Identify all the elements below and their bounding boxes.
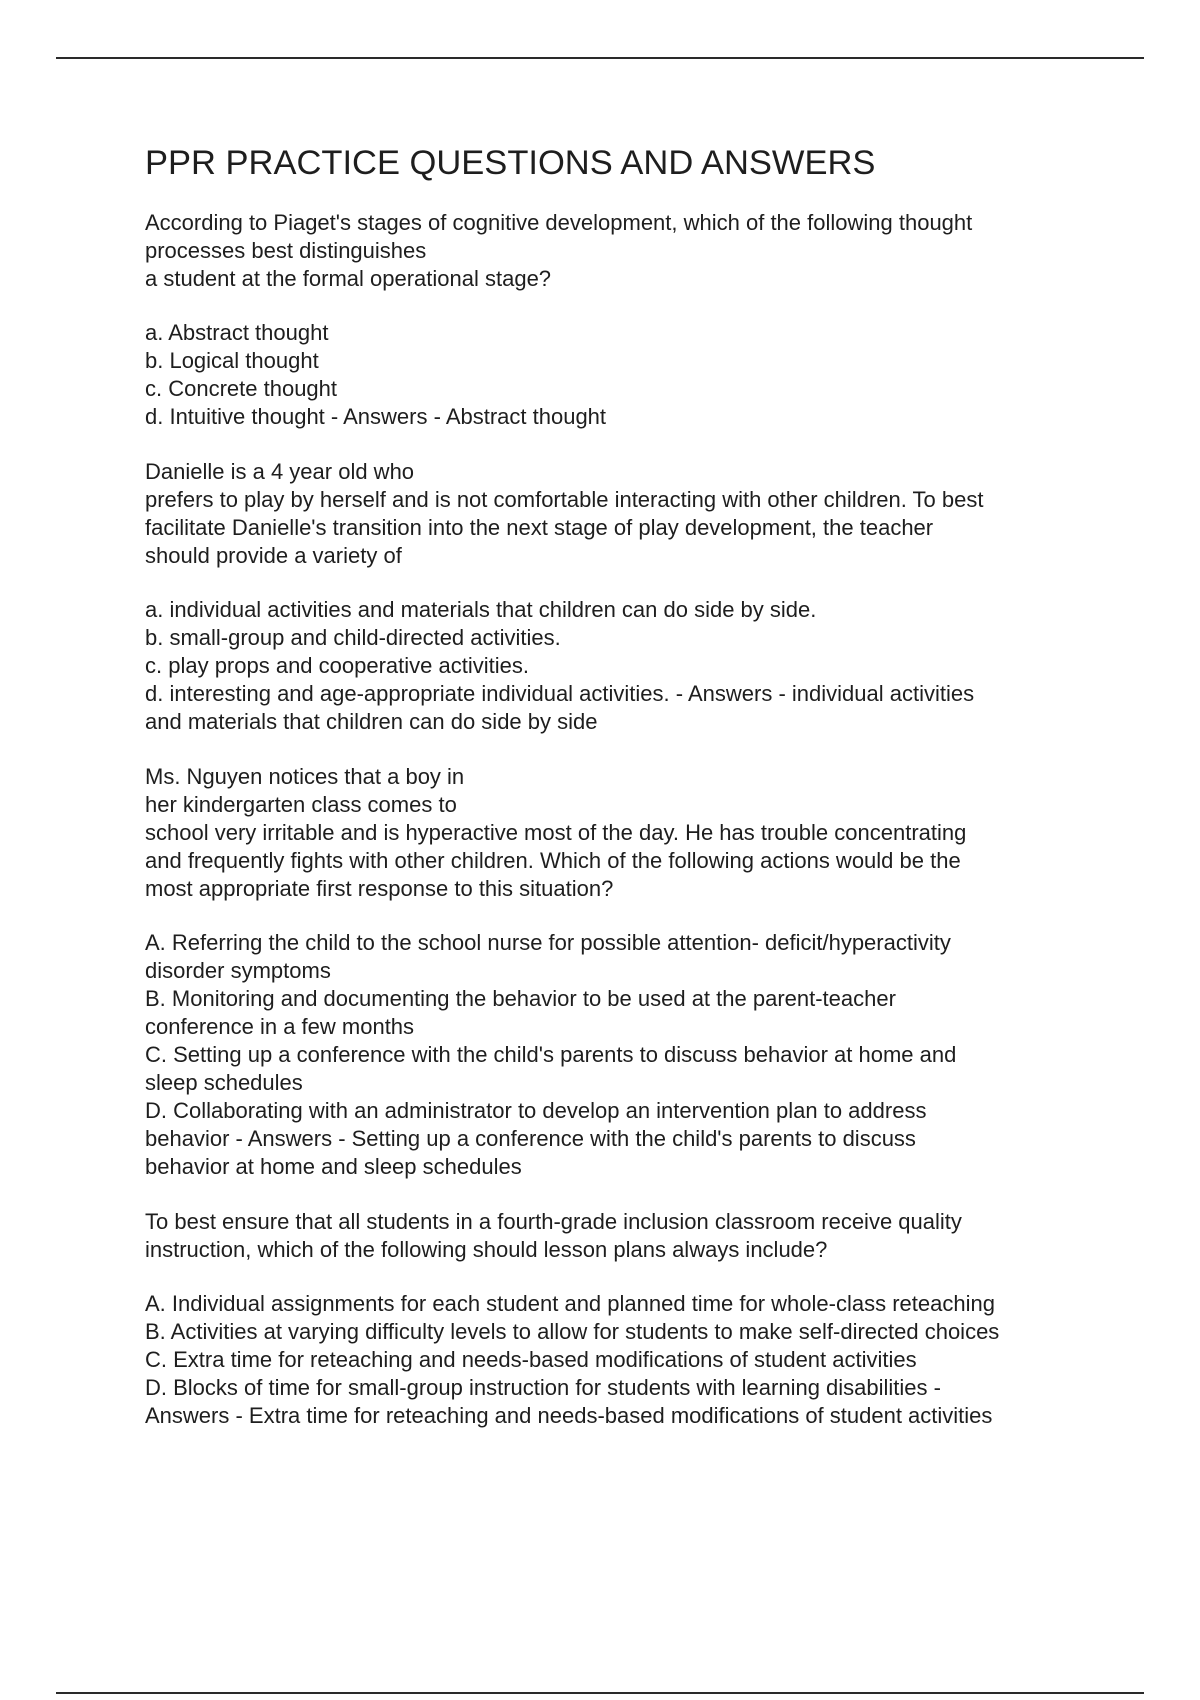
option-line: C. Extra time for reteaching and needs-based modifications of student activities [145,1347,917,1372]
page-title: PPR PRACTICE QUESTIONS AND ANSWERS [145,144,876,182]
option-line: d. interesting and age-appropriate individual activities. - Answers - individual activities [145,681,975,706]
question-3 [145,763,1095,903]
option-line: B. Activities at varying difficulty levels to allow for students to make self-directed choices [145,1319,1000,1344]
options-4 [145,1290,1095,1430]
option-line: conference in a few months [145,1014,415,1039]
bottom-rule [56,1692,1144,1694]
qa-item-3 [145,763,1095,1181]
option-line: behavior at home and sleep schedules [145,1154,522,1179]
qa-item-1 [145,209,1095,431]
option-line: c. Concrete thought [145,376,338,401]
option-line: a. individual activities and materials that children can do side by side. [145,597,817,622]
question-line: instruction, which of the following should lesson plans always include? [145,1237,828,1262]
options-2 [145,596,1095,736]
question-line: and frequently fights with other children. Which of the following actions would be the [145,848,961,873]
question-line: prefers to play by herself and is not comfortable interacting with other children. To best [145,487,984,512]
option-line: c. play props and cooperative activities. [145,653,529,678]
question-line: should provide a variety of [145,543,402,568]
option-line: A. Individual assignments for each student and planned time for whole-class reteaching [145,1291,995,1316]
question-line: To best ensure that all students in a fourth-grade inclusion classroom receive quality [145,1209,962,1234]
document-page [145,140,1095,1457]
qa-item-2 [145,458,1095,736]
option-line: B. Monitoring and documenting the behavior to be used at the parent-teacher [145,986,896,1011]
option-line: Answers - Extra time for reteaching and needs-based modifications of student activities [145,1403,993,1428]
qa-item-4 [145,1208,1095,1430]
options-1 [145,319,1095,431]
question-1 [145,209,1095,293]
option-line: D. Blocks of time for small-group instruction for students with learning disabilities - [145,1375,941,1400]
option-line: a. Abstract thought [145,320,329,345]
option-line: behavior - Answers - Setting up a conference with the child's parents to discuss [145,1126,916,1151]
question-2 [145,458,1095,570]
option-line: sleep schedules [145,1070,303,1095]
question-line: Danielle is a 4 year old who [145,459,415,484]
question-4 [145,1208,1095,1264]
option-line: b. small-group and child-directed activities. [145,625,561,650]
option-line: D. Collaborating with an administrator to develop an intervention plan to address [145,1098,927,1123]
question-line: a student at the formal operational stage? [145,266,552,291]
question-line: Ms. Nguyen notices that a boy in [145,764,465,789]
question-line: facilitate Danielle's transition into the next stage of play development, the teacher [145,515,934,540]
option-line: b. Logical thought [145,348,319,373]
question-line: school very irritable and is hyperactive most of the day. He has trouble concentrating [145,820,967,845]
option-line: disorder symptoms [145,958,331,983]
question-line: According to Piaget's stages of cognitive development, which of the following thought [145,210,973,235]
top-rule [56,57,1144,59]
option-line: A. Referring the child to the school nurse for possible attention- deficit/hyperactivity [145,930,951,955]
option-line: d. Intuitive thought - Answers - Abstract thought [145,404,607,429]
option-line: C. Setting up a conference with the child's parents to discuss behavior at home and [145,1042,957,1067]
option-line: and materials that children can do side by side [145,709,598,734]
question-line: most appropriate first response to this situation? [145,876,614,901]
question-line: her kindergarten class comes to [145,792,457,817]
question-line: processes best distinguishes [145,238,427,263]
options-3 [145,929,1095,1181]
